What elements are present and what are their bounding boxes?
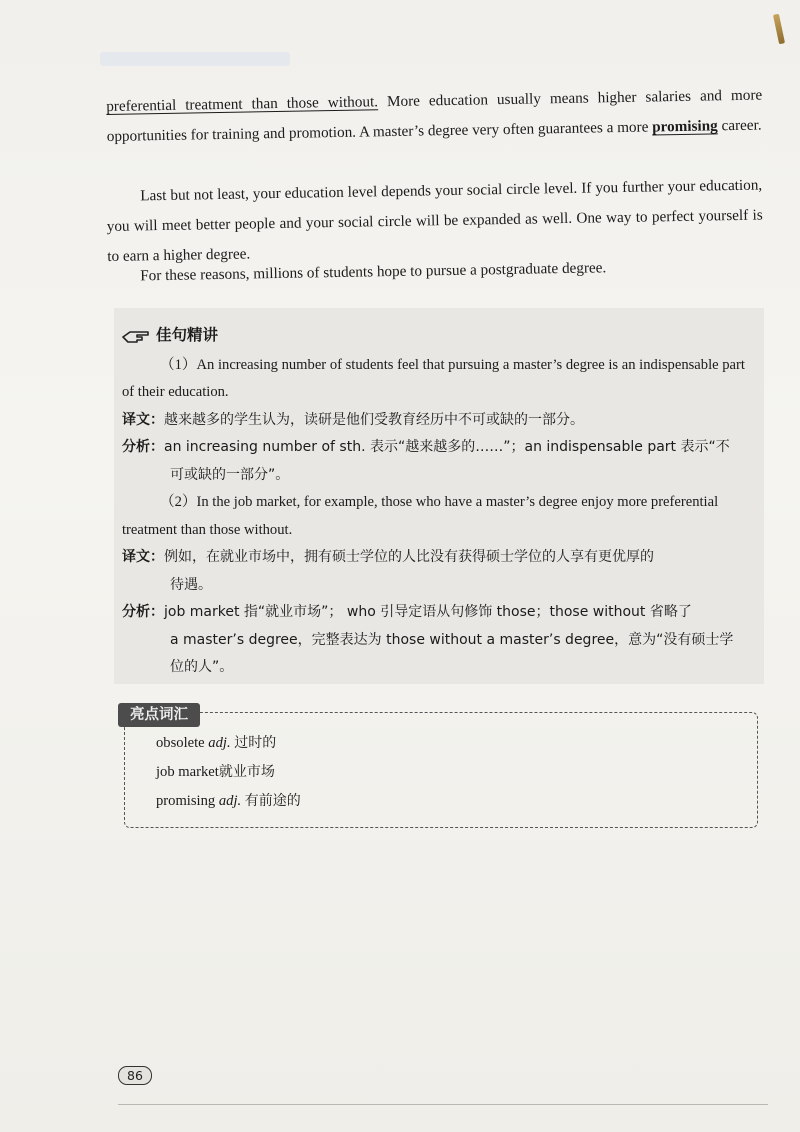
faded-header xyxy=(100,52,290,66)
vocab-item xyxy=(156,787,301,816)
bold-word-promising: promising xyxy=(652,117,718,136)
analysis-label: 分析： xyxy=(122,604,164,620)
paragraph-1-text: More education usually means higher salaries and more opportunities for training and promotion. A master’s degree very often guarantees a more xyxy=(106,86,763,145)
vocab-pos: adj. xyxy=(208,735,231,751)
sentence-1-analysis-line-1: an increasing number of sth. 表示“越来越多的……”；an indispensable part 表示“不 xyxy=(164,439,730,455)
vocabulary-tag: 亮点词汇 xyxy=(118,703,200,727)
pointing-hand-icon xyxy=(122,328,150,344)
sentence-2-translation-line-1: 例如，在就业市场中，拥有硕士学位的人比没有获得硕士学位的人享有更优厚的 xyxy=(164,549,654,565)
vocab-word: promising xyxy=(156,793,216,809)
paragraph-2-text: Last but not least, your education level depends your social circle level. If you further your education, you will meet better people and your social circle will be expanded as well. One way to perfect yourself is to earn a higher degree. xyxy=(106,176,763,265)
sentence-analysis-box xyxy=(114,308,764,684)
vocab-item xyxy=(156,729,301,758)
paragraph-1-end: career. xyxy=(717,116,762,135)
vocab-meaning: 有前途的 xyxy=(244,793,301,809)
vocab-meaning: 过时的 xyxy=(234,735,277,751)
page-corner-mark xyxy=(773,14,785,45)
analysis-label: 分析： xyxy=(122,439,164,455)
translation-label: 译文： xyxy=(122,549,164,565)
bottom-divider xyxy=(118,1104,768,1105)
vocab-word: obsolete xyxy=(156,735,205,751)
sentence-analysis-title: 佳句精讲 xyxy=(156,326,219,344)
sentence-2-translation-line-2: 待遇。 xyxy=(170,576,212,593)
sentence-2-analysis-line-1: job market 指“就业市场”； who 引导定语从句修饰 those；those without 省略了 xyxy=(164,604,692,620)
vocab-pos: adj. xyxy=(218,793,242,809)
underlined-phrase: preferential treatment than those without. xyxy=(106,93,379,115)
vocab-meaning: 就业市场 xyxy=(218,764,275,780)
page-number: 86 xyxy=(118,1066,152,1085)
sentence-2-english: （2）In the job market, for example, those who have a master’s degree enjoy more preferential treatment than those without. xyxy=(122,494,719,538)
vocab-item xyxy=(156,758,301,787)
sentence-1-translation: 越来越多的学生认为，读研是他们受教育经历中不可或缺的一部分。 xyxy=(164,411,584,428)
sentence-1-english: （1）An increasing number of students feel that pursuing a master’s degree is an indispensable part of their education. xyxy=(122,356,745,400)
vocab-word: job market xyxy=(156,764,219,780)
vocabulary-list xyxy=(156,729,301,816)
sentence-2-analysis-line-2: a master’s degree，完整表达为 those without a master’s degree，意为“没有硕士学 xyxy=(170,631,734,648)
translation-label: 译文： xyxy=(122,411,164,428)
paragraph-1 xyxy=(106,81,763,152)
sentence-1-analysis-line-2: 可或缺的一部分”。 xyxy=(170,466,290,483)
paragraph-3-text: For these reasons, millions of students hope to pursue a postgraduate degree. xyxy=(140,259,607,285)
sentence-analysis-title-row xyxy=(122,322,752,350)
sentence-2-analysis-line-3: 位的人”。 xyxy=(170,659,234,675)
